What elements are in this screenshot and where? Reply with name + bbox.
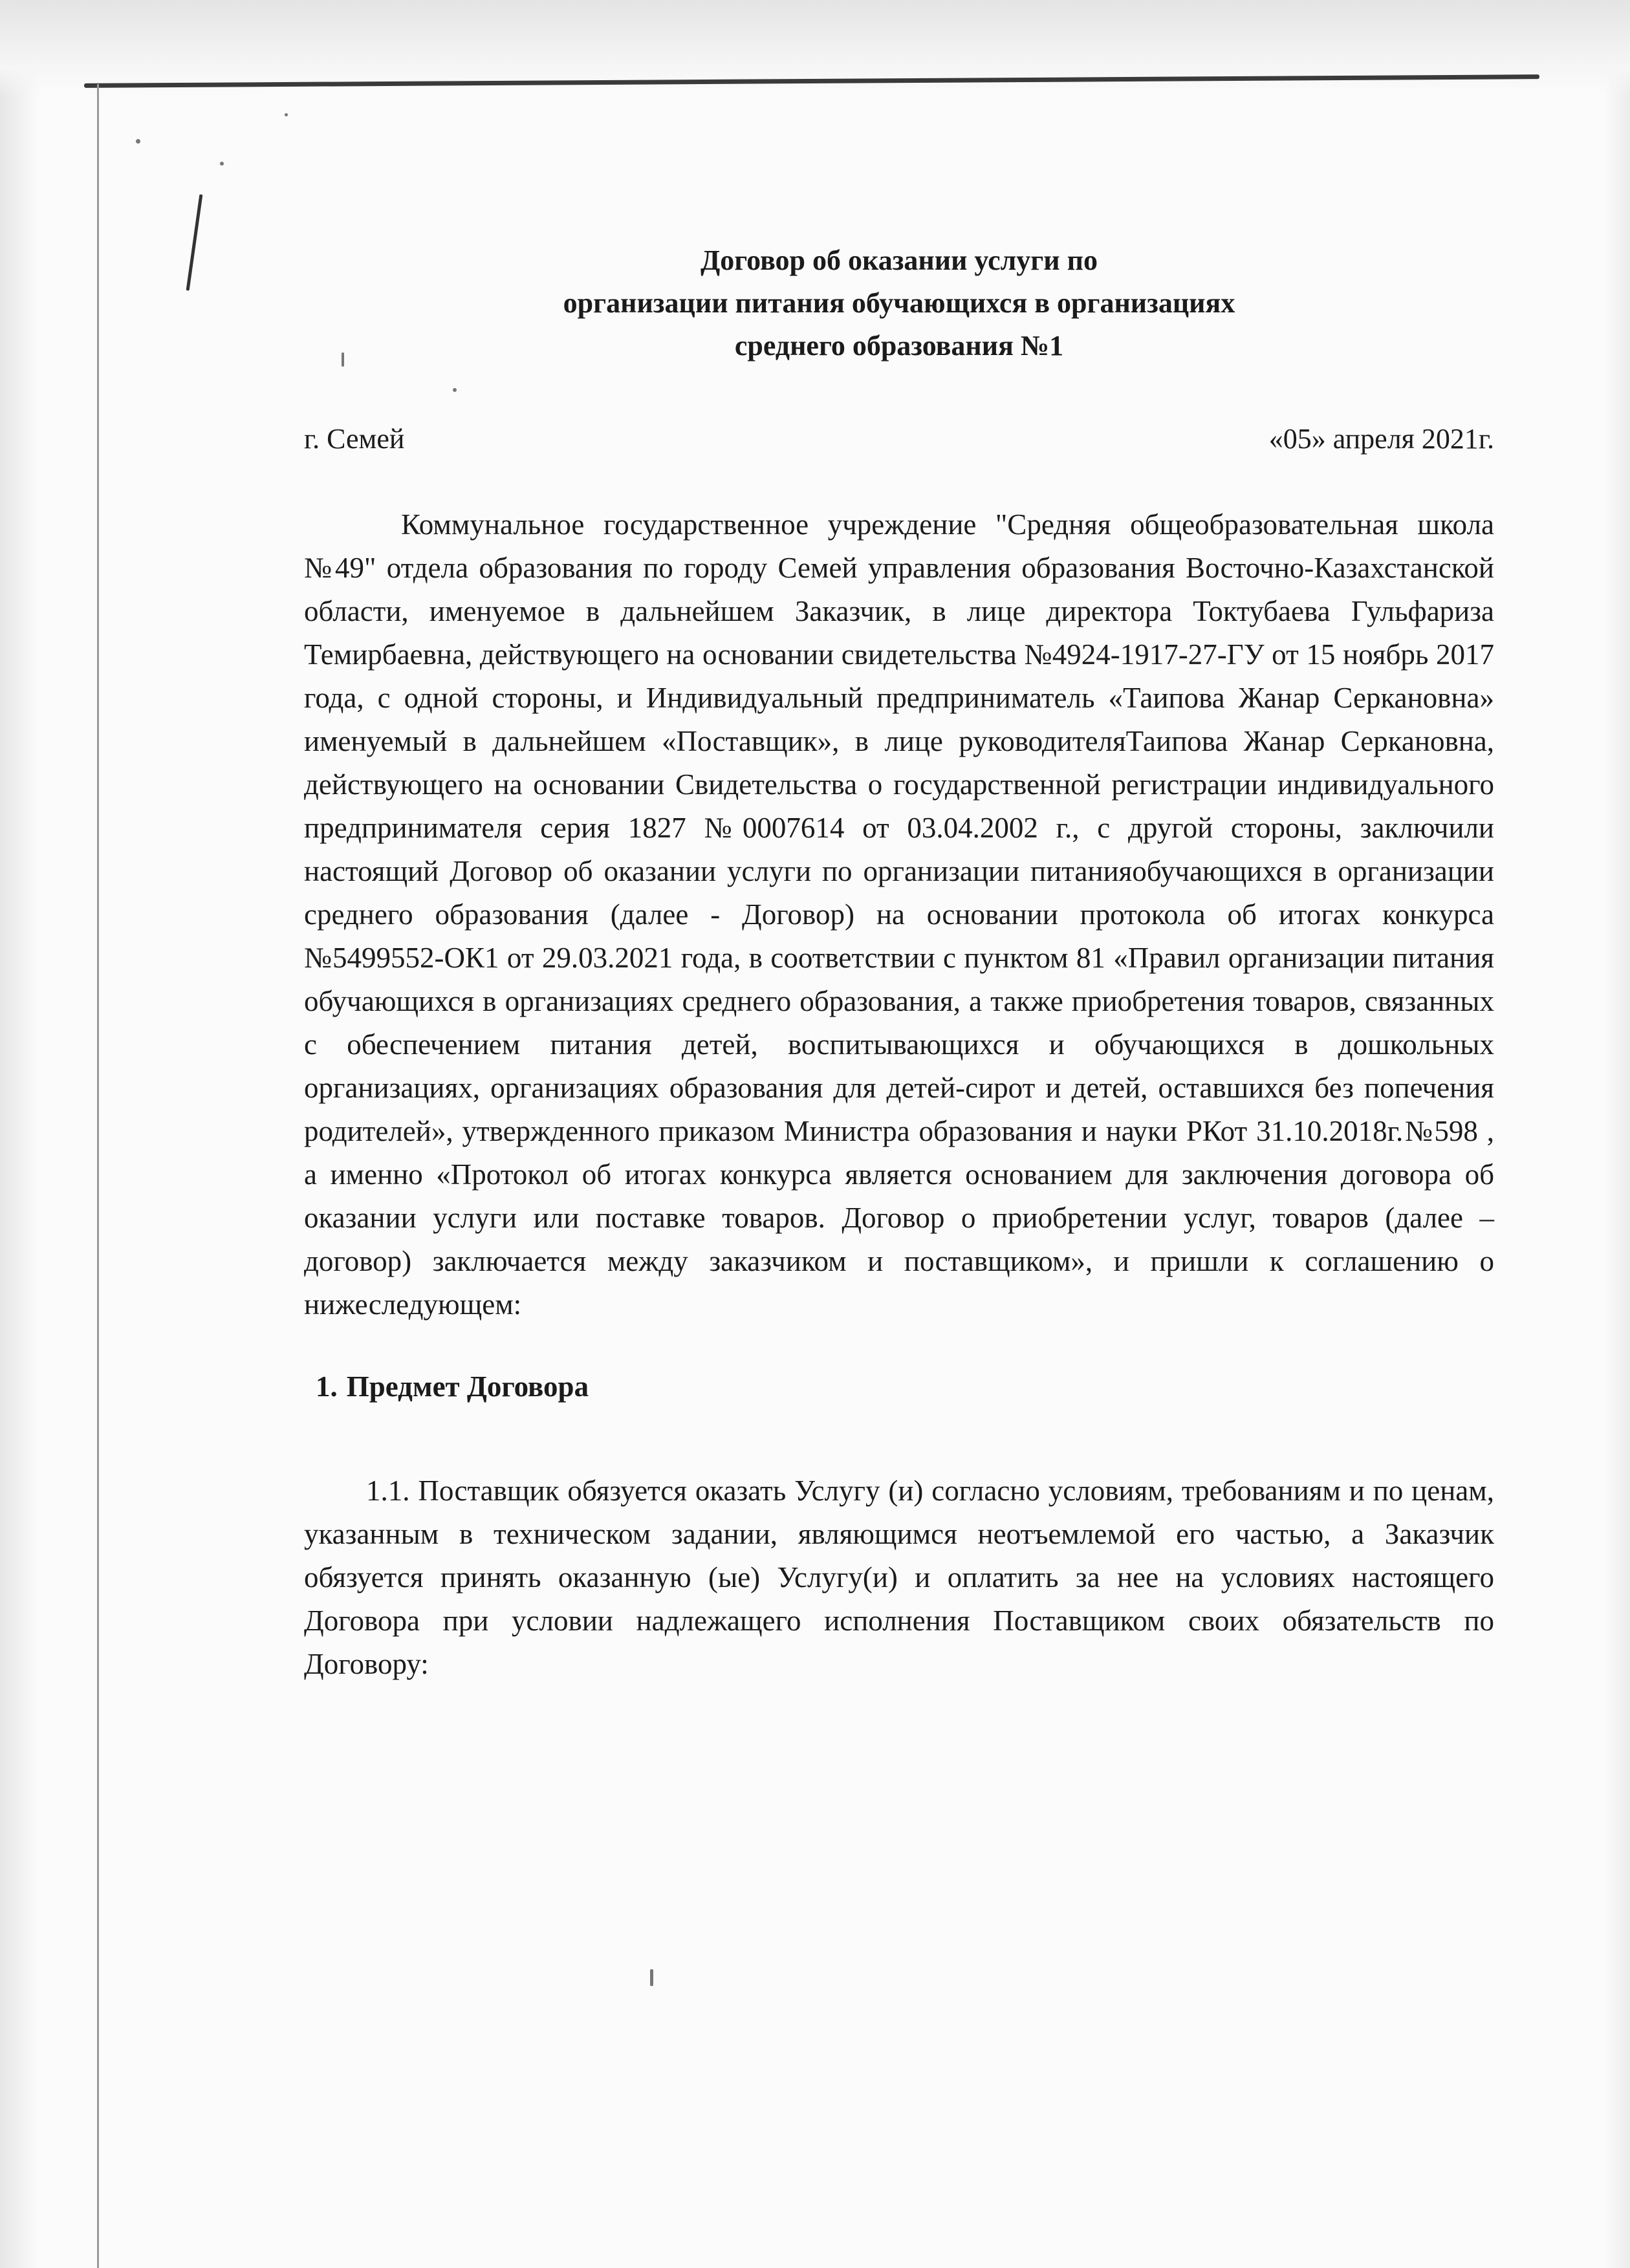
scan-right-shadow	[1604, 0, 1630, 2268]
section-title: Предмет Договора	[346, 1370, 589, 1403]
scan-speck	[136, 139, 140, 144]
scan-left-shadow	[0, 0, 39, 2268]
scan-left-edge	[97, 84, 99, 2268]
date: «05» апреля 2021г.	[1268, 423, 1494, 455]
place: г. Семей	[304, 423, 405, 455]
place-date-row	[304, 418, 1494, 460]
pen-mark	[186, 194, 203, 290]
section-heading	[316, 1365, 1494, 1409]
scan-speck	[285, 113, 288, 116]
scan-speck	[220, 162, 224, 166]
scan-speck	[650, 1969, 653, 1986]
document-title	[304, 239, 1494, 367]
clause-1-1: 1.1. Поставщик обязуется оказать Услугу (и) согласно условиям, требованиям и по ценам, указанным в техническом задании, являющимся неотъемлемой его частью, а Заказчик обязуется принять оказанную (ые) Услугу(и) и оплатить за нее на условиях настоящего Договора при условии надлежащего исполнения Поставщиком своих обязательств по Договору:	[304, 1474, 1494, 1680]
title-line-2: организации питания обучающихся в организациях	[563, 287, 1235, 319]
title-line-3: среднего образования №1	[734, 330, 1064, 362]
section-number: 1.	[316, 1370, 338, 1403]
intro-paragraph: Коммунальное государственное учреждение "Средняя общеобразовательная школа №49" отдела образования по городу Семей управления образования Восточно-Казахстанской области, именуемое в дальнейшем Заказчик, в лице директора Токтубаева Гульфариза Темирбаевна, действующего на основании свидетельства №4924-1917-27-ГУ от 15 ноябрь 2017 года, с одной стороны, и Индивидуальный предприниматель «Таипова Жанар Серкановна» именуемый в дальнейшем «Поставщик», в лице руководителяТаипова Жанар Серкановна, действующего на основании Свидетельства о государственной регистрации индивидуального предпринимателя серия 1827 №0007614 от 03.04.2002 г., с другой стороны, заключили настоящий Договор об оказании услуги по организации питанияобучающихся в организации среднего образования (далее - Договор) на основании протокола об итогах конкурса №5499552-ОК1 от 29.03.2021 года, в соответствии с пунктом 81 «Правил организации питания обучающихся в организациях среднего образования, а также приобретения товаров, связанных с обеспечением питания детей, воспитывающихся и обучающихся в дошкольных организациях, организациях образования для детей-сирот и детей, оставшихся без попечения родителей», утвержденного приказом Министра образования и науки РКот 31.10.2018г.№598 , а именно «Протокол об итогах конкурса является основанием для заключения договора об оказании услуги или поставке товаров. Договор о приобретении услуг, товаров (далее – договор) заключается между заказчиком и поставщиком», и пришли к соглашению о нижеследующем:	[304, 508, 1494, 1321]
document-body	[304, 239, 1494, 1686]
title-line-1: Договор об оказании услуги по	[701, 244, 1098, 276]
